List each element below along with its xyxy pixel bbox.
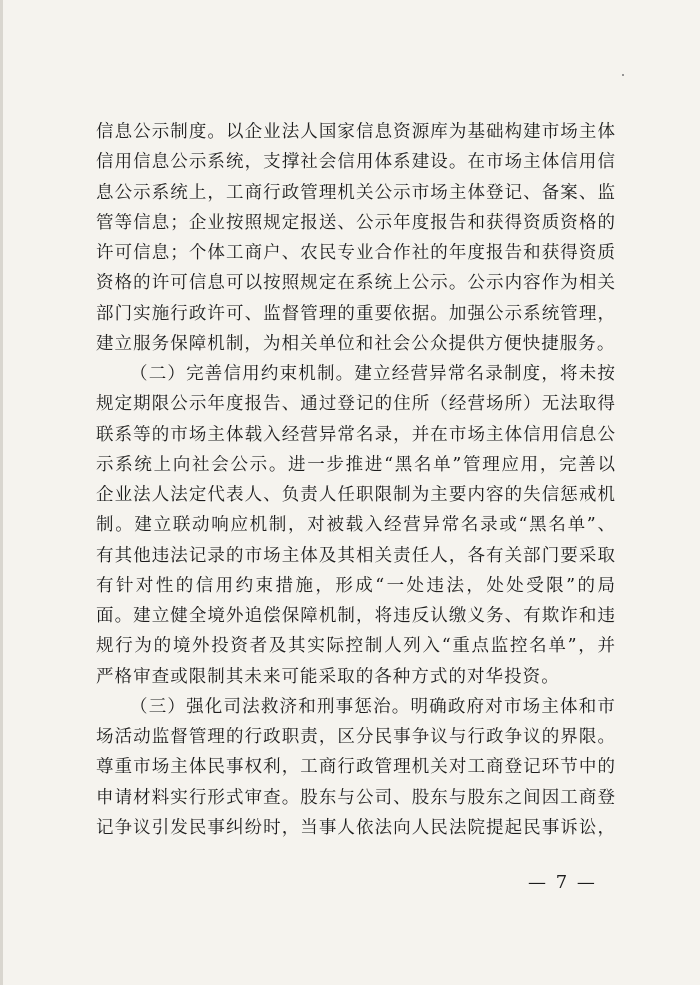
text-line: 记争议引发民事纠纷时，当事人依法向人民法院提起民事诉讼， <box>96 817 616 838</box>
text-line: 制。建立联动响应机制，对被载入经营异常名录或“黑名单”、 <box>96 515 616 536</box>
text-line: 有其他违法记录的市场主体及其相关责任人，各有关部门要采取 <box>96 545 616 566</box>
text-line: 联系等的市场主体载入经营异常名录，并在市场主体信用信息公 <box>96 424 616 445</box>
text-line: 企业法人法定代表人、负责人任职限制为主要内容的失信惩戒机 <box>96 485 616 505</box>
scan-speck <box>622 74 624 76</box>
text-line: 管等信息；企业按照规定报送、公示年度报告和获得资质资格的 <box>96 212 616 233</box>
text-line: 示系统上向社会公示。进一步推进“黑名单”管理应用，完善以 <box>96 454 616 475</box>
body-text <box>96 117 616 843</box>
text-line: 部门实施行政许可、监督管理的重要依据。加强公示系统管理， <box>96 303 616 324</box>
page-number: — 7 — <box>528 872 597 893</box>
section-heading-line: （二）完善信用约束机制。建立经营异常名录制度，将未按 <box>130 364 616 384</box>
text-line: 信息公示制度。以企业法人国家信息资源库为基础构建市场主体 <box>96 122 616 142</box>
text-line: 许可信息；个体工商户、农民专业合作社的年度报告和获得资质 <box>96 243 616 263</box>
text-line: 尊重市场主体民事权利，工商行政管理机关对工商登记环节中的 <box>96 757 616 778</box>
text-line: 严格审查或限制其未来可能采取的各种方式的对华投资。 <box>96 666 560 687</box>
scan-edge <box>0 0 3 985</box>
text-line: 有针对性的信用约束措施，形成“一处违法，处处受限”的局 <box>96 575 616 596</box>
section-heading-line: （三）强化司法救济和刑事惩治。明确政府对市场主体和市 <box>130 696 616 717</box>
text-line: 面。建立健全境外追偿保障机制，将违反认缴义务、有欺诈和违 <box>96 606 616 626</box>
text-line: 信用信息公示系统，支撑社会信用体系建设。在市场主体信用信 <box>96 152 616 173</box>
text-line: 申请材料实行形式审查。股东与公司、股东与股东之间因工商登 <box>96 787 616 808</box>
text-line: 场活动监督管理的行政职责，区分民事争议与行政争议的界限。 <box>96 727 616 747</box>
text-line: 规定期限公示年度报告、通过登记的住所（经营场所）无法取得 <box>96 394 616 415</box>
text-line: 资格的许可信息可以按照规定在系统上公示。公示内容作为相关 <box>96 273 616 294</box>
text-line: 规行为的境外投资者及其实际控制人列入“重点监控名单”，并 <box>96 636 616 657</box>
text-line: 息公示系统上，工商行政管理机关公示市场主体登记、备案、监 <box>96 182 616 203</box>
text-line: 建立服务保障机制，为相关单位和社会公众提供方便快捷服务。 <box>96 333 616 354</box>
